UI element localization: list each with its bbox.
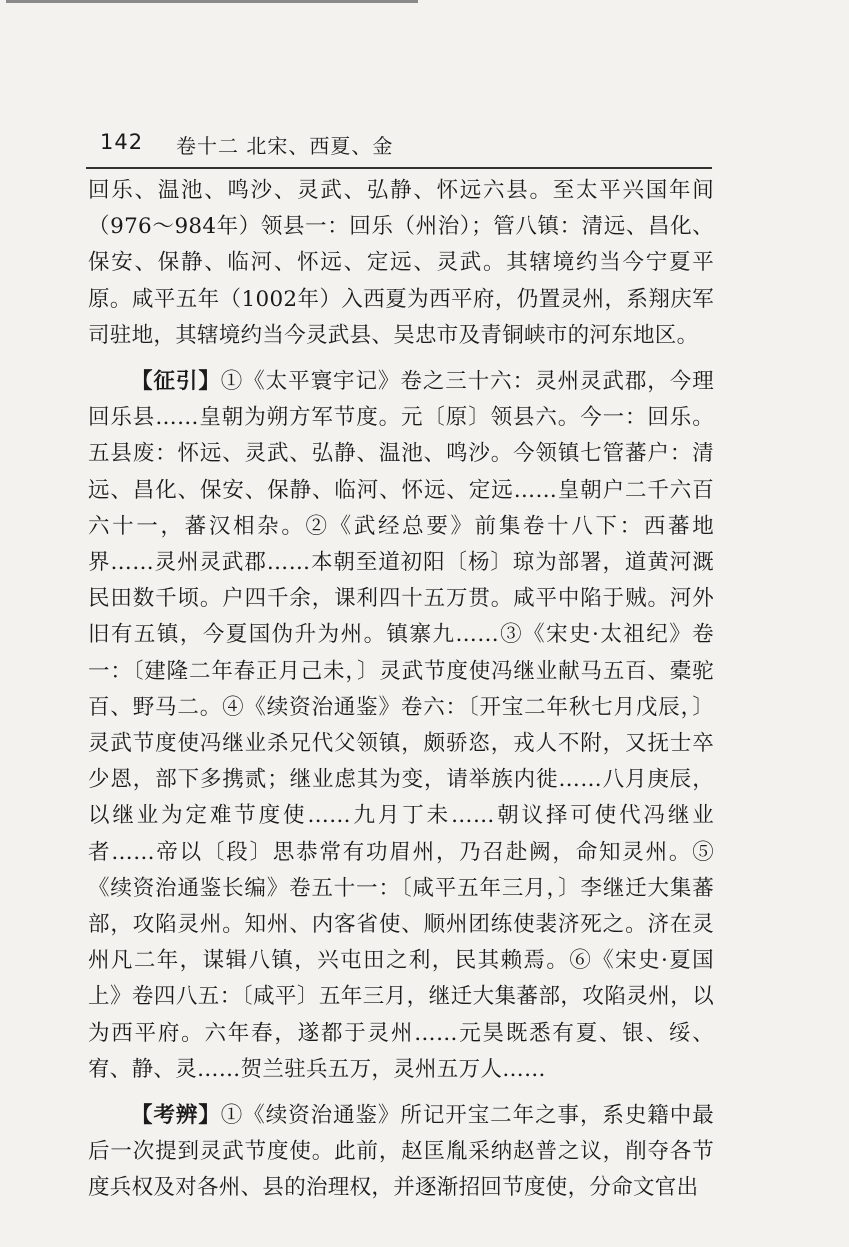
kaobian-text: ①《续资治通鉴》所记开宝二年之事，系史籍中最后一次提到灵武节度使。此前，赵匡胤采纳赵普之议，削夺各节度兵权及对各州、县的治理权，并逐渐招回节度使，分命文官出 [88,1103,714,1201]
zhengyin-text: ①《太平寰宇记》卷之三十六：灵州灵武郡，今理回乐县……皇朝为朔方军节度。元〔原〕领县六。今一：回乐。五县废：怀远、灵武、弘静、温池、鸣沙。今领镇七管蕃户：清远、昌化、保安、保静、临河、怀远、定远……皇朝户二千六百六十一，蕃汉相杂。②《武经总要》前集卷十八下：西蕃地界……灵州灵武郡……本朝至道初阳〔杨〕琼为部署，道黄河溉民田数千顷。户四千余，课利四十五万贯。咸平中陷于贼。河外旧有五镇，今夏国伪升为州。镇寨九……③《宋史·太祖纪》卷一：〔建隆二年春正月己未，〕灵武节度使冯继业献马五百、橐驼百、野马二。④《续资治通鉴》卷六：〔开宝二年秋七月戊辰，〕灵武节度使冯继业杀兄代父领镇，颇骄恣，戎人不附，又抚士卒少恩，部下多携贰；继业虑其为变，请举族内徙……八月庚辰，以继业为定难节度使……九月丁未……朝议择可使代冯继业者……帝以〔段〕思恭常有功眉州，乃召赴阙，命知灵州。⑤《续资治通鉴长编》卷五十一：〔咸平五年三月，〕李继迁大集蕃部，攻陷灵州。知州、内客省使、顺州团练使裴济死之。济在灵州凡二年，谋辑八镇，兴屯田之利，民其赖焉。⑥《宋史·夏国上》卷四八五：〔咸平〕五年三月，继迁大集蕃部，攻陷灵州，以为西平府。六年春，遂都于灵州……元昊既悉有夏、银、绥、宥、静、灵……贺兰驻兵五万，灵州五万人…… [88,369,714,1082]
page-number: 142 [100,130,144,154]
running-title: 卷十二 北宋、西夏、金 [176,134,394,158]
body-text [88,173,714,1207]
header-rule [86,167,712,169]
kaobian-paragraph [88,1098,714,1207]
zhengyin-paragraph [88,364,714,1088]
zhengyin-label: 【征引】 [131,369,221,395]
kaobian-label: 【考辨】 [131,1103,221,1129]
intro-paragraph: 回乐、温池、鸣沙、灵武、弘静、怀远六县。至太平兴国年间（976～984年）领县一：回乐（州治）；管八镇：清远、昌化、保安、保静、临河、怀远、定远、灵武。其辖境约当今宁夏平原。咸平五年（1002年）入西夏为西平府，仍置灵州，系翔庆军司驻地，其辖境约当今灵武县、吴忠市及青铜峡市的河东地区。 [88,178,714,348]
page-header [100,130,710,162]
top-edge-rule [6,0,418,3]
